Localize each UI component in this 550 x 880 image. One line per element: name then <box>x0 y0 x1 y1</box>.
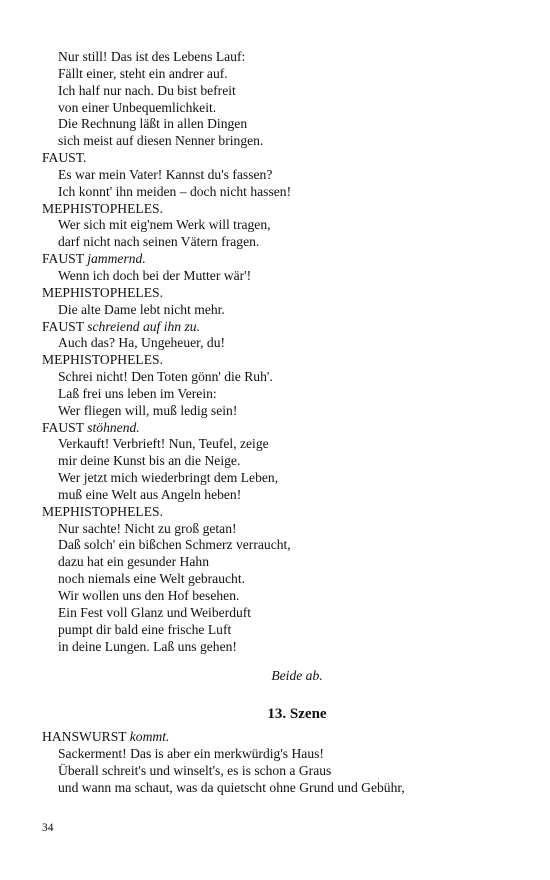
speaker-line <box>42 729 512 746</box>
verse-line: Ein Fest voll Glanz und Weiberduft <box>58 604 252 620</box>
verse-line: pumpt dir bald eine frische Luft <box>58 621 232 637</box>
dialogue-block-scene-13 <box>42 729 512 796</box>
page-number: 34 <box>42 822 54 834</box>
speaker-name: MEPHISTOPHELES. <box>42 503 163 519</box>
stage-direction: jammernd. <box>87 251 146 267</box>
verse-line: dazu hat ein gesunder Hahn <box>58 554 209 570</box>
verse-line: Wer sich mit eig'nem Werk will tragen, <box>58 217 271 233</box>
verse-line: Nur sachte! Nicht zu groß getan! <box>58 520 237 536</box>
speaker-name: MEPHISTOPHELES. <box>42 200 163 216</box>
verse-line: Es war mein Vater! Kannst du's fassen? <box>58 166 273 182</box>
speaker-line <box>42 285 512 302</box>
speaker-name: FAUST <box>42 251 84 267</box>
speaker-name: FAUST <box>42 318 84 334</box>
speaker-line <box>42 352 512 369</box>
verse-line: mir deine Kunst bis an die Neige. <box>58 453 241 469</box>
speaker-line <box>42 420 512 437</box>
verse-line: Daß solch' ein bißchen Schmerz verraucht, <box>58 537 291 553</box>
verse-line: Wir wollen uns den Hof besehen. <box>58 588 240 603</box>
text-block <box>42 49 512 797</box>
verse-line: Fällt einer, steht ein andrer auf. <box>58 65 228 81</box>
verse-line: Nur still! Das ist des Lebens Lauf: <box>58 49 246 64</box>
verse-line: noch niemals eine Welt gebraucht. <box>58 571 246 587</box>
verse-line: in deine Lungen. Laß uns gehen! <box>58 638 237 654</box>
verse-line: Überall schreit's und winselt's, es is schon a Graus <box>58 763 332 779</box>
speaker-name: MEPHISTOPHELES. <box>42 352 163 368</box>
speaker-line <box>42 504 512 521</box>
speaker-name: FAUST. <box>42 150 87 166</box>
verse-line: Ich konnt' ihn meiden – doch nicht hassen! <box>58 183 292 199</box>
scene-heading: 13. Szene <box>267 706 327 723</box>
verse-line: muß eine Welt aus Angeln heben! <box>58 486 242 502</box>
verse-line: darf nicht nach seinen Vätern fragen. <box>58 234 260 250</box>
verse-line: Die Rechnung läßt in allen Dingen <box>58 116 248 132</box>
speaker-name: MEPHISTOPHELES. <box>42 284 163 300</box>
verse-line: von einer Unbequemlichkeit. <box>58 99 217 115</box>
stage-direction: stöhnend. <box>87 419 140 435</box>
speaker-name: FAUST <box>42 419 84 435</box>
speaker-name: HANSWURST <box>42 729 127 745</box>
speaker-line <box>42 251 512 268</box>
verse-line: Sackerment! Das is aber ein merkwürdig's Haus! <box>58 746 324 762</box>
verse-line: Die alte Dame lebt nicht mehr. <box>58 301 225 317</box>
dialogue-block <box>42 49 512 655</box>
stage-direction-exit: Beide ab. <box>271 668 323 684</box>
stage-direction: kommt. <box>129 729 170 745</box>
verse-line: und wann ma schaut, was da quietscht ohne Grund und Gebühr, <box>58 779 405 795</box>
verse-line: Schrei nicht! Den Toten gönn' die Ruh'. <box>58 369 273 385</box>
verse-line: Ich half nur nach. Du bist befreit <box>58 82 236 98</box>
verse-line: Laß frei uns leben im Verein: <box>58 385 217 401</box>
speaker-line <box>42 150 512 167</box>
verse-line: Wer fliegen will, muß ledig sein! <box>58 402 238 418</box>
stage-direction: schreiend auf ihn zu. <box>87 318 200 334</box>
verse-line: Verkauft! Verbrieft! Nun, Teufel, zeige <box>58 436 269 452</box>
verse-line: Wer jetzt mich wiederbringt dem Leben, <box>58 470 279 486</box>
speaker-line <box>42 319 512 336</box>
speaker-line <box>42 201 512 218</box>
verse-line: Auch das? Ha, Ungeheuer, du! <box>58 335 226 351</box>
verse-line: Wenn ich doch bei der Mutter wär'! <box>58 267 252 283</box>
verse-line: sich meist auf diesen Nenner bringen. <box>58 133 264 149</box>
